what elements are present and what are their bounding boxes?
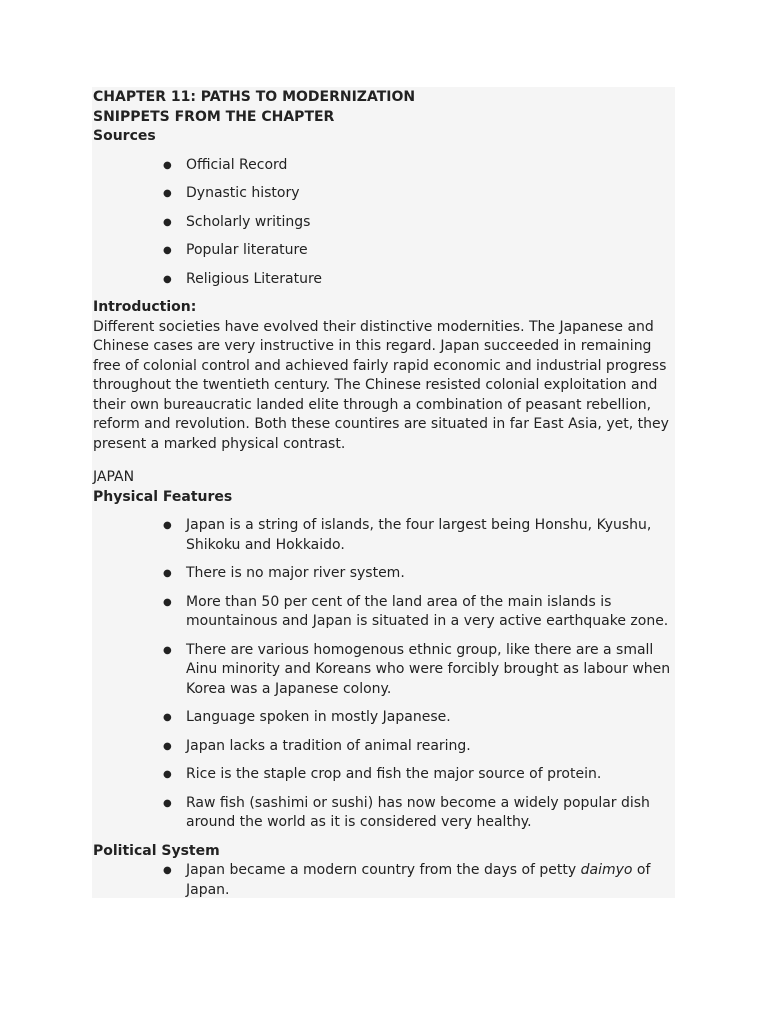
bullet-icon: ● (163, 568, 172, 579)
bullet-icon: ● (163, 245, 172, 256)
bullet-icon: ● (163, 520, 172, 531)
japan-heading: JAPAN (93, 469, 135, 485)
list-item: ● Raw fish (sashimi or sushi) has now become a widely popular dish around the world as it is considered very healthy. (163, 794, 650, 830)
chapter-title: CHAPTER 11: PATHS TO MODERNIZATION (93, 89, 416, 105)
introduction-text: Different societies have evolved their distinctive modernities. The Japanese and Chinese cases are very instructive in this regard. Japan succeeded in remaining free of colonial control and achieved fairly rapid economic and industrial progress throughout the twentieth century. The Chinese resisted colonial exploitation and their own bureaucratic landed elite through a combination of peasant rebellion, reform and revolution. Both these countires are situated in far East Asia, yet, they present a marked physical contrast. (93, 318, 669, 452)
list-item: ● Japan is a string of islands, the four largest being Honshu, Kyushu, Shikoku and Hokkaido. (163, 517, 652, 553)
bullet-icon: ● (163, 797, 172, 809)
list-item: ● Rice is the staple crop and fish the major source of protein. (93, 765, 678, 785)
political-system-heading: Political System (93, 842, 220, 859)
bullet-icon: ● (163, 216, 172, 228)
list-item: ● Popular literature (93, 241, 678, 261)
list-item: ● Scholarly writings (93, 213, 678, 233)
physical-features-list (93, 516, 678, 833)
bullet-icon: ● (163, 712, 172, 723)
daimyo-term: daimyo (580, 862, 633, 878)
list-item: ● Japan became a modern country from the days of petty daimyo of Japan. (163, 862, 651, 898)
sources-heading: Sources (93, 128, 156, 144)
bullet-icon: ● (163, 273, 172, 285)
bullet-icon: ● (163, 769, 172, 780)
list-item: ● Japan lacks a tradition of animal rearing. (93, 737, 678, 757)
list-item: ● Language spoken in mostly Japanese. (93, 708, 678, 728)
list-item: ● Official Record (93, 156, 678, 176)
introduction-heading: Introduction: (93, 299, 197, 315)
bullet-icon: ● (163, 159, 172, 171)
list-item: ● Religious Literature (93, 270, 678, 290)
sources-list (93, 156, 678, 290)
list-item: ● More than 50 per cent of the land area of the main islands is mountainous and Japan is situated in a very active earthquake zone. (163, 593, 669, 629)
list-item: ● There are various homogenous ethnic group, like there are a small Ainu minority and Koreans who were forcibly brought as labour when Korea was a Japanese colony. (163, 641, 671, 697)
document-content (93, 87, 678, 900)
political-system-list (93, 861, 678, 900)
bullet-icon: ● (163, 596, 172, 608)
list-item: ● Dynastic history (93, 184, 678, 204)
physical-features-heading: Physical Features (93, 488, 233, 505)
list-item: ● There is no major river system. (93, 564, 678, 584)
bullet-icon: ● (163, 644, 172, 656)
bullet-icon: ● (163, 188, 172, 199)
bullet-icon: ● (163, 865, 172, 876)
bullet-icon: ● (163, 740, 172, 752)
snippets-title: SNIPPETS FROM THE CHAPTER (93, 108, 335, 125)
